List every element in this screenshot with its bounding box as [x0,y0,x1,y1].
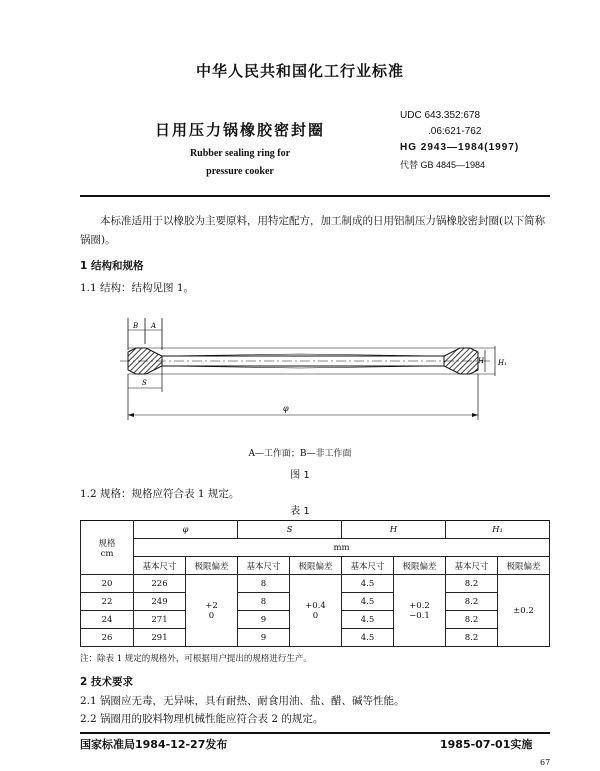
table-sub-base: 基本尺寸 [342,557,394,575]
figure-label-s: S [142,379,147,387]
phi-tolerance: +2 0 [186,575,238,647]
clause-2-1: 2.1 锅圈应无毒，无异味，具有耐热、耐食用油、盐、醋、碱等性能。 [80,695,405,707]
figure-label-h1: H₁ [498,359,507,367]
table-row: 20 226 +2 0 8 +0.4 0 4.5 +0.2 −0.1 8.2 ±0.2 [81,575,550,593]
clause-1-2: 1.2 规格：规格应符合表 1 规定。 [80,488,240,500]
table-row: 22 249 8 4.5 8.2 [81,593,550,611]
figure-label-h: H [478,357,485,365]
table-sub-tol: 极限偏差 [290,557,342,575]
udc-code-line1: UDC 643.352:678 [400,110,481,121]
clause-2-2: 2.2 锅圈用的胶料物理机械性能应符合表 2 的规定。 [80,713,324,725]
table-sub-tol: 极限偏差 [186,557,238,575]
effective-date: 1985-07-01实施 [440,738,533,751]
h1-tolerance: ±0.2 [498,575,550,647]
standard-title-en-line2: pressure cooker [206,166,274,177]
standard-category-heading: 中华人民共和国化工行业标准 [195,62,404,80]
table-unit-mm: mm [134,539,550,557]
h-tolerance: +0.2 −0.1 [394,575,446,647]
figure-title: 图 1 [290,470,310,481]
table-sub-base: 基本尺寸 [446,557,498,575]
table-col-s: S [238,521,342,539]
section-1-heading: 1 结构和规格 [80,260,144,272]
table-1-note: 注：除表 1 规定的规格外，可根据用户提出的规格进行生产。 [80,654,312,664]
table-sub-tol: 极限偏差 [394,557,446,575]
figure-caption: A—工作面；B—非工作面 [248,449,352,459]
table-sub-base: 基本尺寸 [238,557,290,575]
standard-title-en-line1: Rubber sealing ring for [189,148,291,159]
figure-label-a: A [151,322,157,330]
table-row: 26 291 9 4.5 8.2 [81,629,550,647]
seal-profile-right [444,348,478,374]
s-tolerance: +0.4 0 [290,575,342,647]
page-number: 67 [540,758,551,767]
table-col-h1: H₁ [446,521,550,539]
section-2-heading: 2 技术要求 [80,676,133,688]
udc-code-line2: .06:621-762 [428,126,482,137]
intro-paragraph-line1: 本标准适用于以橡胶为主要原料，用特定配方，加工制成的日用铝制压力锅橡胶密封圈(以下简称 [100,215,546,227]
seal-profile-left [128,348,162,374]
replaces-standard: 代替 GB 4845—1984 [400,160,486,170]
table-sub-tol: 极限偏差 [498,557,550,575]
table-row: 24 271 9 4.5 8.2 [81,611,550,629]
footer-divider [80,732,550,734]
figure-label-b: B [133,322,139,330]
table-col-h: H [342,521,446,539]
table-spec-header: 规格 cm [81,521,134,575]
figure-label-phi: φ [283,404,289,413]
clause-1-1: 1.1 结构：结构见图 1。 [80,282,195,294]
table-1-title: 表 1 [290,506,310,517]
figure-1-cross-section [100,310,520,435]
table-1 [80,520,550,647]
header-divider [80,195,550,197]
hg-standard-code: HG 2943—1984(1997) [400,142,520,153]
table-sub-base: 基本尺寸 [134,557,186,575]
intro-paragraph-line2: 锅圈)。 [80,234,116,246]
table-col-phi: φ [134,521,238,539]
standard-title-cn: 日用压力锅橡胶密封圈 [155,121,326,139]
issue-date: 国家标准局1984-12-27发布 [80,738,228,751]
